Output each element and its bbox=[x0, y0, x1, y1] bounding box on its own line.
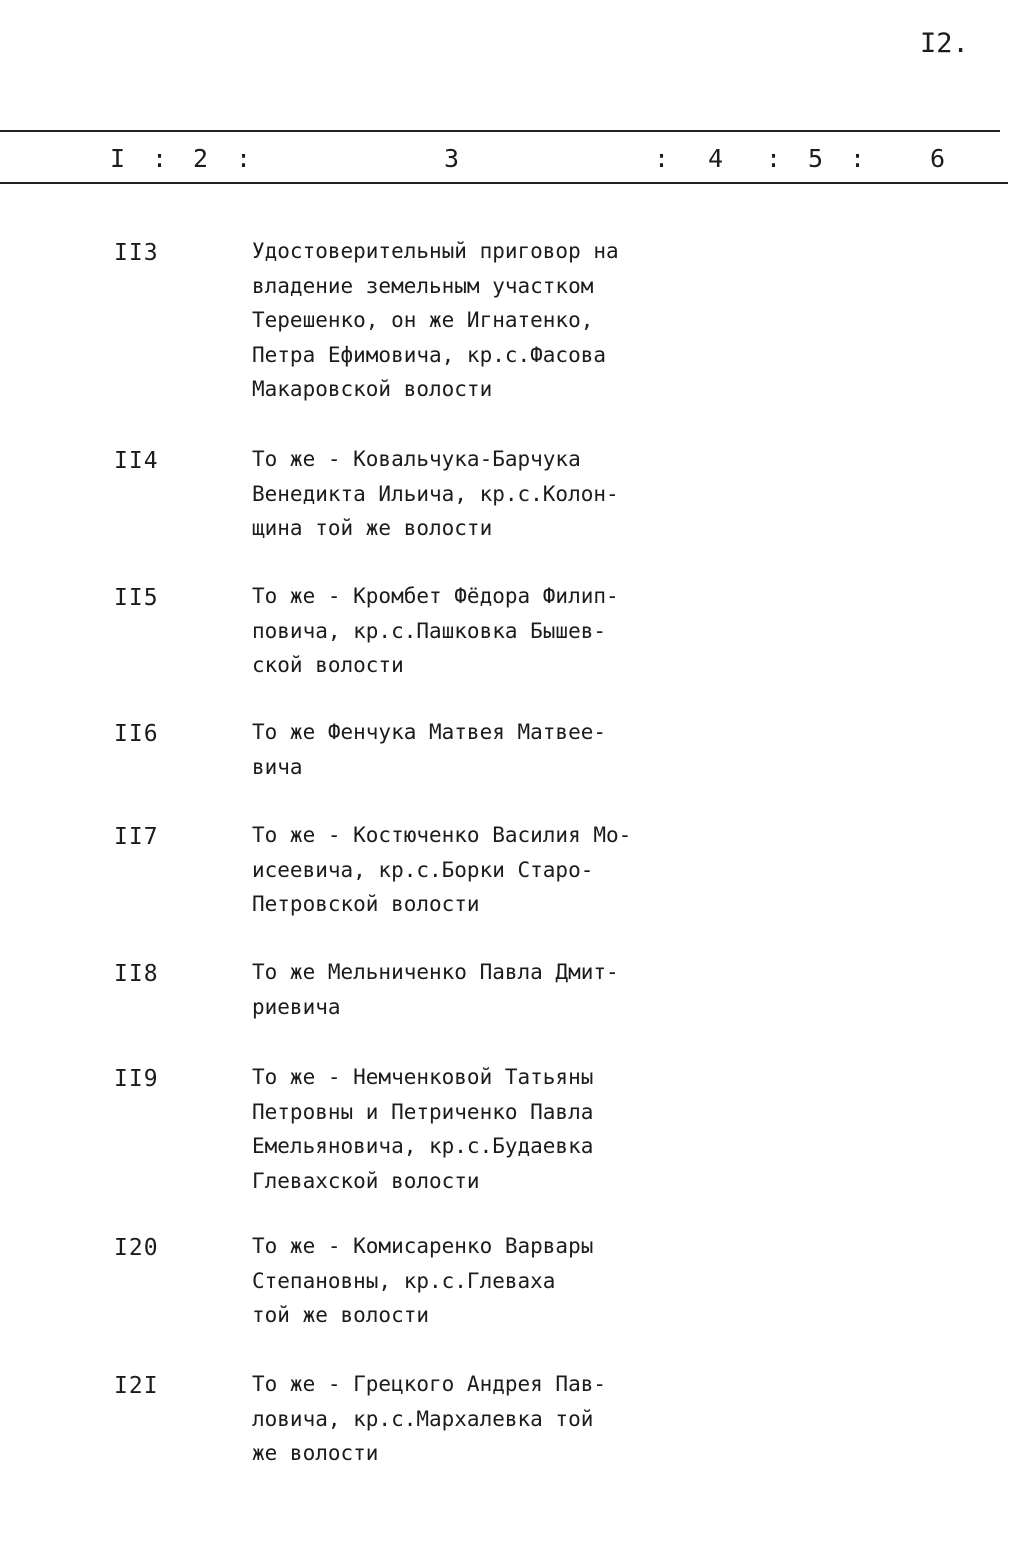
column-separator: : bbox=[654, 144, 670, 173]
entry-number: II4 bbox=[114, 448, 159, 474]
column-header-1: I bbox=[110, 144, 126, 173]
column-header-6: 6 bbox=[930, 144, 946, 173]
entry-number: II9 bbox=[114, 1066, 159, 1092]
page-number: I2. bbox=[920, 28, 969, 59]
column-header-5: 5 bbox=[808, 144, 824, 173]
column-separator: : bbox=[850, 144, 866, 173]
entry-number: II5 bbox=[114, 585, 159, 611]
entry-description: То же - Немченковой Татьяны Петровны и Петриченко Павла Емельяновича, кр.с.Будаевка Глевахской волости bbox=[252, 1065, 594, 1193]
entry-description: То же - Ковальчука-Барчука Венедикта Ильича, кр.с.Колон- щина той же волости bbox=[252, 447, 619, 540]
entry-number: II8 bbox=[114, 961, 159, 987]
header-rule-top bbox=[0, 130, 1000, 132]
column-header-4: 4 bbox=[708, 144, 724, 173]
entry-description: То же - Грецкого Андрея Пав- ловича, кр.с.Мархалевка той же волости bbox=[252, 1372, 607, 1465]
entry-number: II6 bbox=[114, 721, 159, 747]
entry-description: То же Фенчука Матвея Матвее- вича bbox=[252, 720, 607, 779]
entry-description: То же - Комисаренко Варвары Степановны, кр.с.Глеваха той же волости bbox=[252, 1234, 594, 1327]
entry-description: Удостоверительный приговор на владение земельным участком Терешенко, он же Игнатенко, Петра Ефимовича, кр.с.Фасова Макаровской волости bbox=[252, 239, 619, 401]
entry-description: То же - Кромбет Фёдора Филип- повича, кр.с.Пашковка Бышев- ской волости bbox=[252, 584, 619, 677]
entry-number: I20 bbox=[114, 1235, 159, 1261]
entry-number: II7 bbox=[114, 824, 159, 850]
header-rule-bottom bbox=[0, 182, 1008, 184]
column-header-3: 3 bbox=[444, 144, 460, 173]
column-separator: : bbox=[236, 144, 252, 173]
entry-number: II3 bbox=[114, 240, 159, 266]
entry-description: То же - Костюченко Василия Мо- исеевича, кр.с.Борки Старо- Петровской волости bbox=[252, 823, 632, 916]
entry-number: I2I bbox=[114, 1373, 159, 1399]
column-header-2: 2 bbox=[193, 144, 209, 173]
entry-description: То же Мельниченко Павла Дмит- риевича bbox=[252, 960, 619, 1019]
column-separator: : bbox=[152, 144, 168, 173]
column-separator: : bbox=[766, 144, 782, 173]
